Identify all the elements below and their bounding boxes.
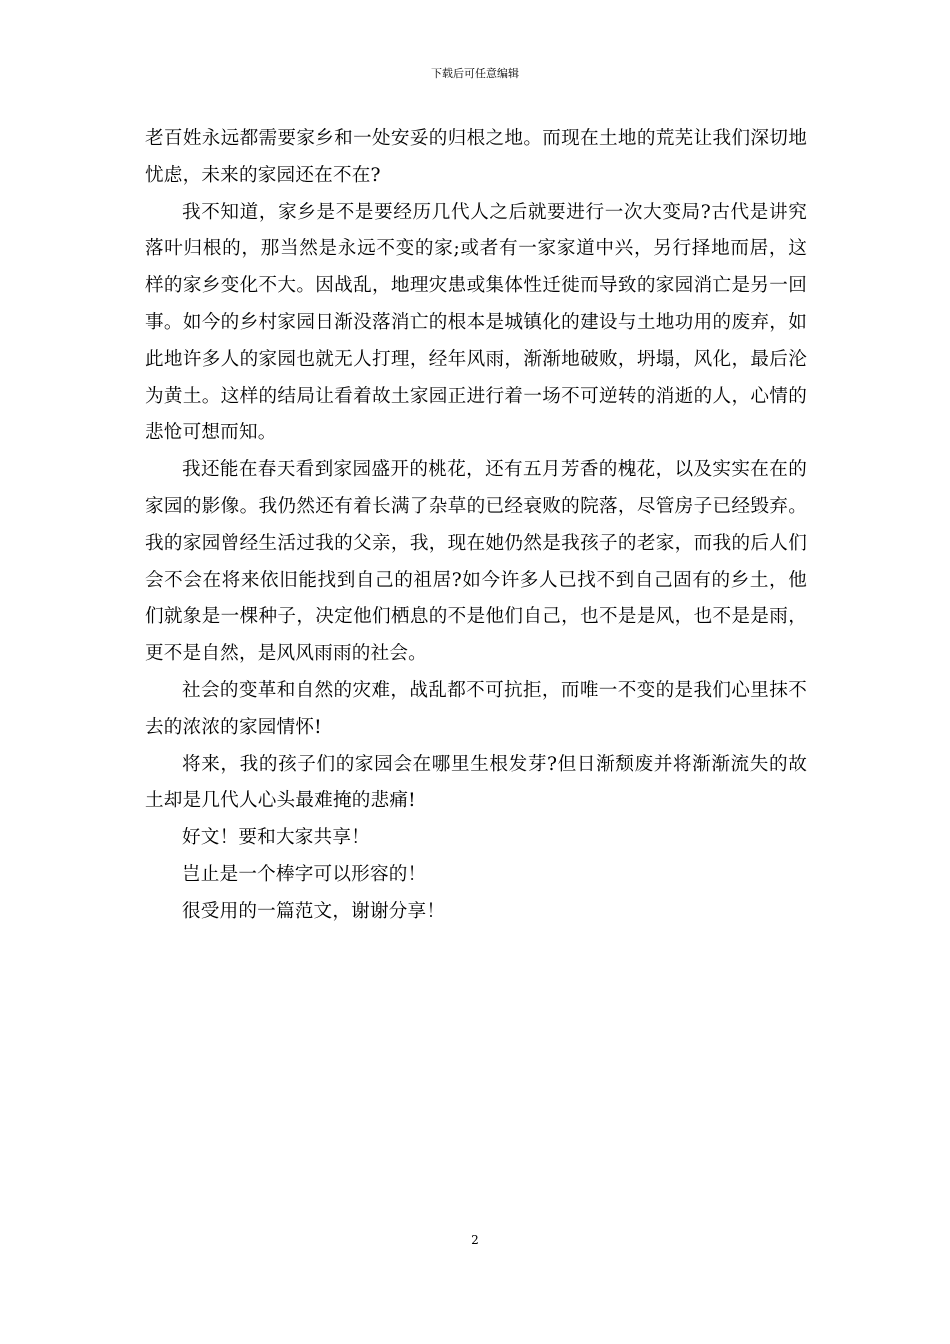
document-body	[145, 121, 807, 931]
page-header-note: 下载后可任意编辑	[431, 67, 519, 80]
comment-line: 好文！要和大家共享！	[182, 827, 370, 849]
paragraph: 将来，我的孩子们的家园会在哪里生根发芽?但日渐颓废并将渐渐流失的故土却是几代人心头最难掩的悲痛!	[145, 753, 807, 812]
comment-line: 岂止是一个棒字可以形容的！	[182, 863, 427, 885]
paragraph: 社会的变革和自然的灾难，战乱都不可抗拒，而唯一不变的是我们心里抹不去的浓浓的家园情怀!	[145, 679, 807, 738]
paragraph: 我还能在春天看到家园盛开的桃花，还有五月芳香的槐花，以及实实在在的家园的影像。我仍然还有着长满了杂草的已经衰败的院落，尽管房子已经毁弃。我的家园曾经生活过我的父亲，我，现在她仍然是我孩子的老家，而我的后人们会不会在将来依旧能找到自己的祖居?如今许多人已找不到自己固有的乡土，他们就象是一棵种子，决定他们栖息的不是他们自己，也不是是风，也不是是雨，更不是自然，是风风雨雨的社会。	[145, 459, 807, 665]
page-number: 2	[471, 1233, 479, 1247]
paragraph: 老百姓永远都需要家乡和一处安妥的归根之地。而现在土地的荒芜让我们深切地忧虑，未来的家园还在不在?	[145, 128, 807, 186]
paragraph: 我不知道，家乡是不是要经历几代人之后就要进行一次大变局?古代是讲究落叶归根的，那当然是永远不变的家;或者有一家家道中兴，另行择地而居，这样的家乡变化不大。因战乱，地理灾患或集体性迁徙而导致的家园消亡是另一回事。如今的乡村家园日渐没落消亡的根本是城镇化的建设与土地功用的废弃，如此地许多人的家园也就无人打理，经年风雨，渐渐地破败，坍塌，风化，最后沦为黄土。这样的结局让看着故土家园正进行着一场不可逆转的消逝的人，心情的悲怆可想而知。	[145, 201, 807, 444]
comment-line: 很受用的一篇范文，谢谢分享！	[182, 900, 446, 922]
